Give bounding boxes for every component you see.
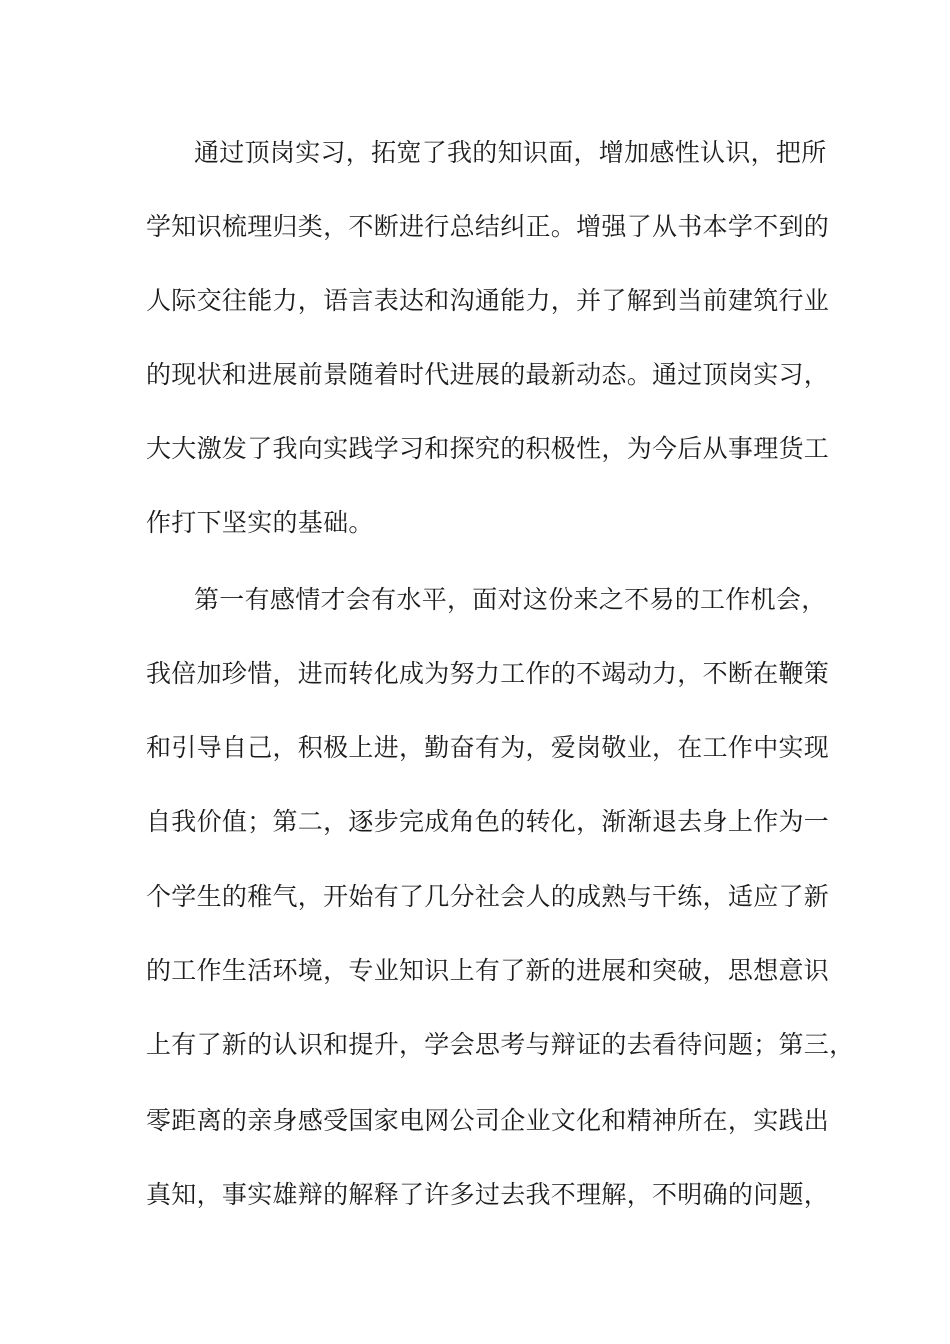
paragraph-2-line-1: 第一有感情才会有水平，面对这份来之不易的工作机会，: [194, 585, 827, 614]
paragraph-1-line-4: 的现状和进展前景随着时代进展的最新动态。通过顶岗实习，: [146, 360, 830, 389]
paragraph-1-line-1: 通过顶岗实习，拓宽了我的知识面，增加感性认识，把所: [194, 138, 827, 167]
paragraph-1-line-3: 人际交往能力，语言表达和沟通能力，并了解到当前建筑行业: [146, 286, 830, 315]
paragraph-2-line-8: 零距离的亲身感受国家电网公司企业文化和精神所在，实践出: [146, 1106, 830, 1135]
paragraph-2-line-7: 上有了新的认识和提升，学会思考与辩证的去看待问题；第三，: [146, 1030, 855, 1059]
paragraph-2-line-4: 自我价值；第二，逐步完成角色的转化，渐渐退去身上作为一: [146, 807, 830, 836]
paragraph-2-line-3: 和引导自己，积极上进，勤奋有为，爱岗敬业，在工作中实现: [146, 733, 830, 762]
paragraph-2-line-9: 真知，事实雄辩的解释了许多过去我不理解，不明确的问题，: [146, 1180, 830, 1209]
paragraph-2-line-6: 的工作生活环境，专业知识上有了新的进展和突破，思想意识: [146, 956, 830, 985]
paragraph-1-line-6: 作打下坚实的基础。: [146, 508, 374, 537]
paragraph-1-line-5: 大大激发了我向实践学习和探究的积极性，为今后从事理货工: [146, 434, 830, 463]
paragraph-1-line-2: 学知识梳理归类，不断进行总结纠正。增强了从书本学不到的: [146, 212, 830, 241]
paragraph-2-line-5: 个学生的稚气，开始有了几分社会人的成熟与干练，适应了新: [146, 882, 830, 911]
paragraph-2-line-2: 我倍加珍惜，进而转化成为努力工作的不竭动力，不断在鞭策: [146, 659, 830, 688]
